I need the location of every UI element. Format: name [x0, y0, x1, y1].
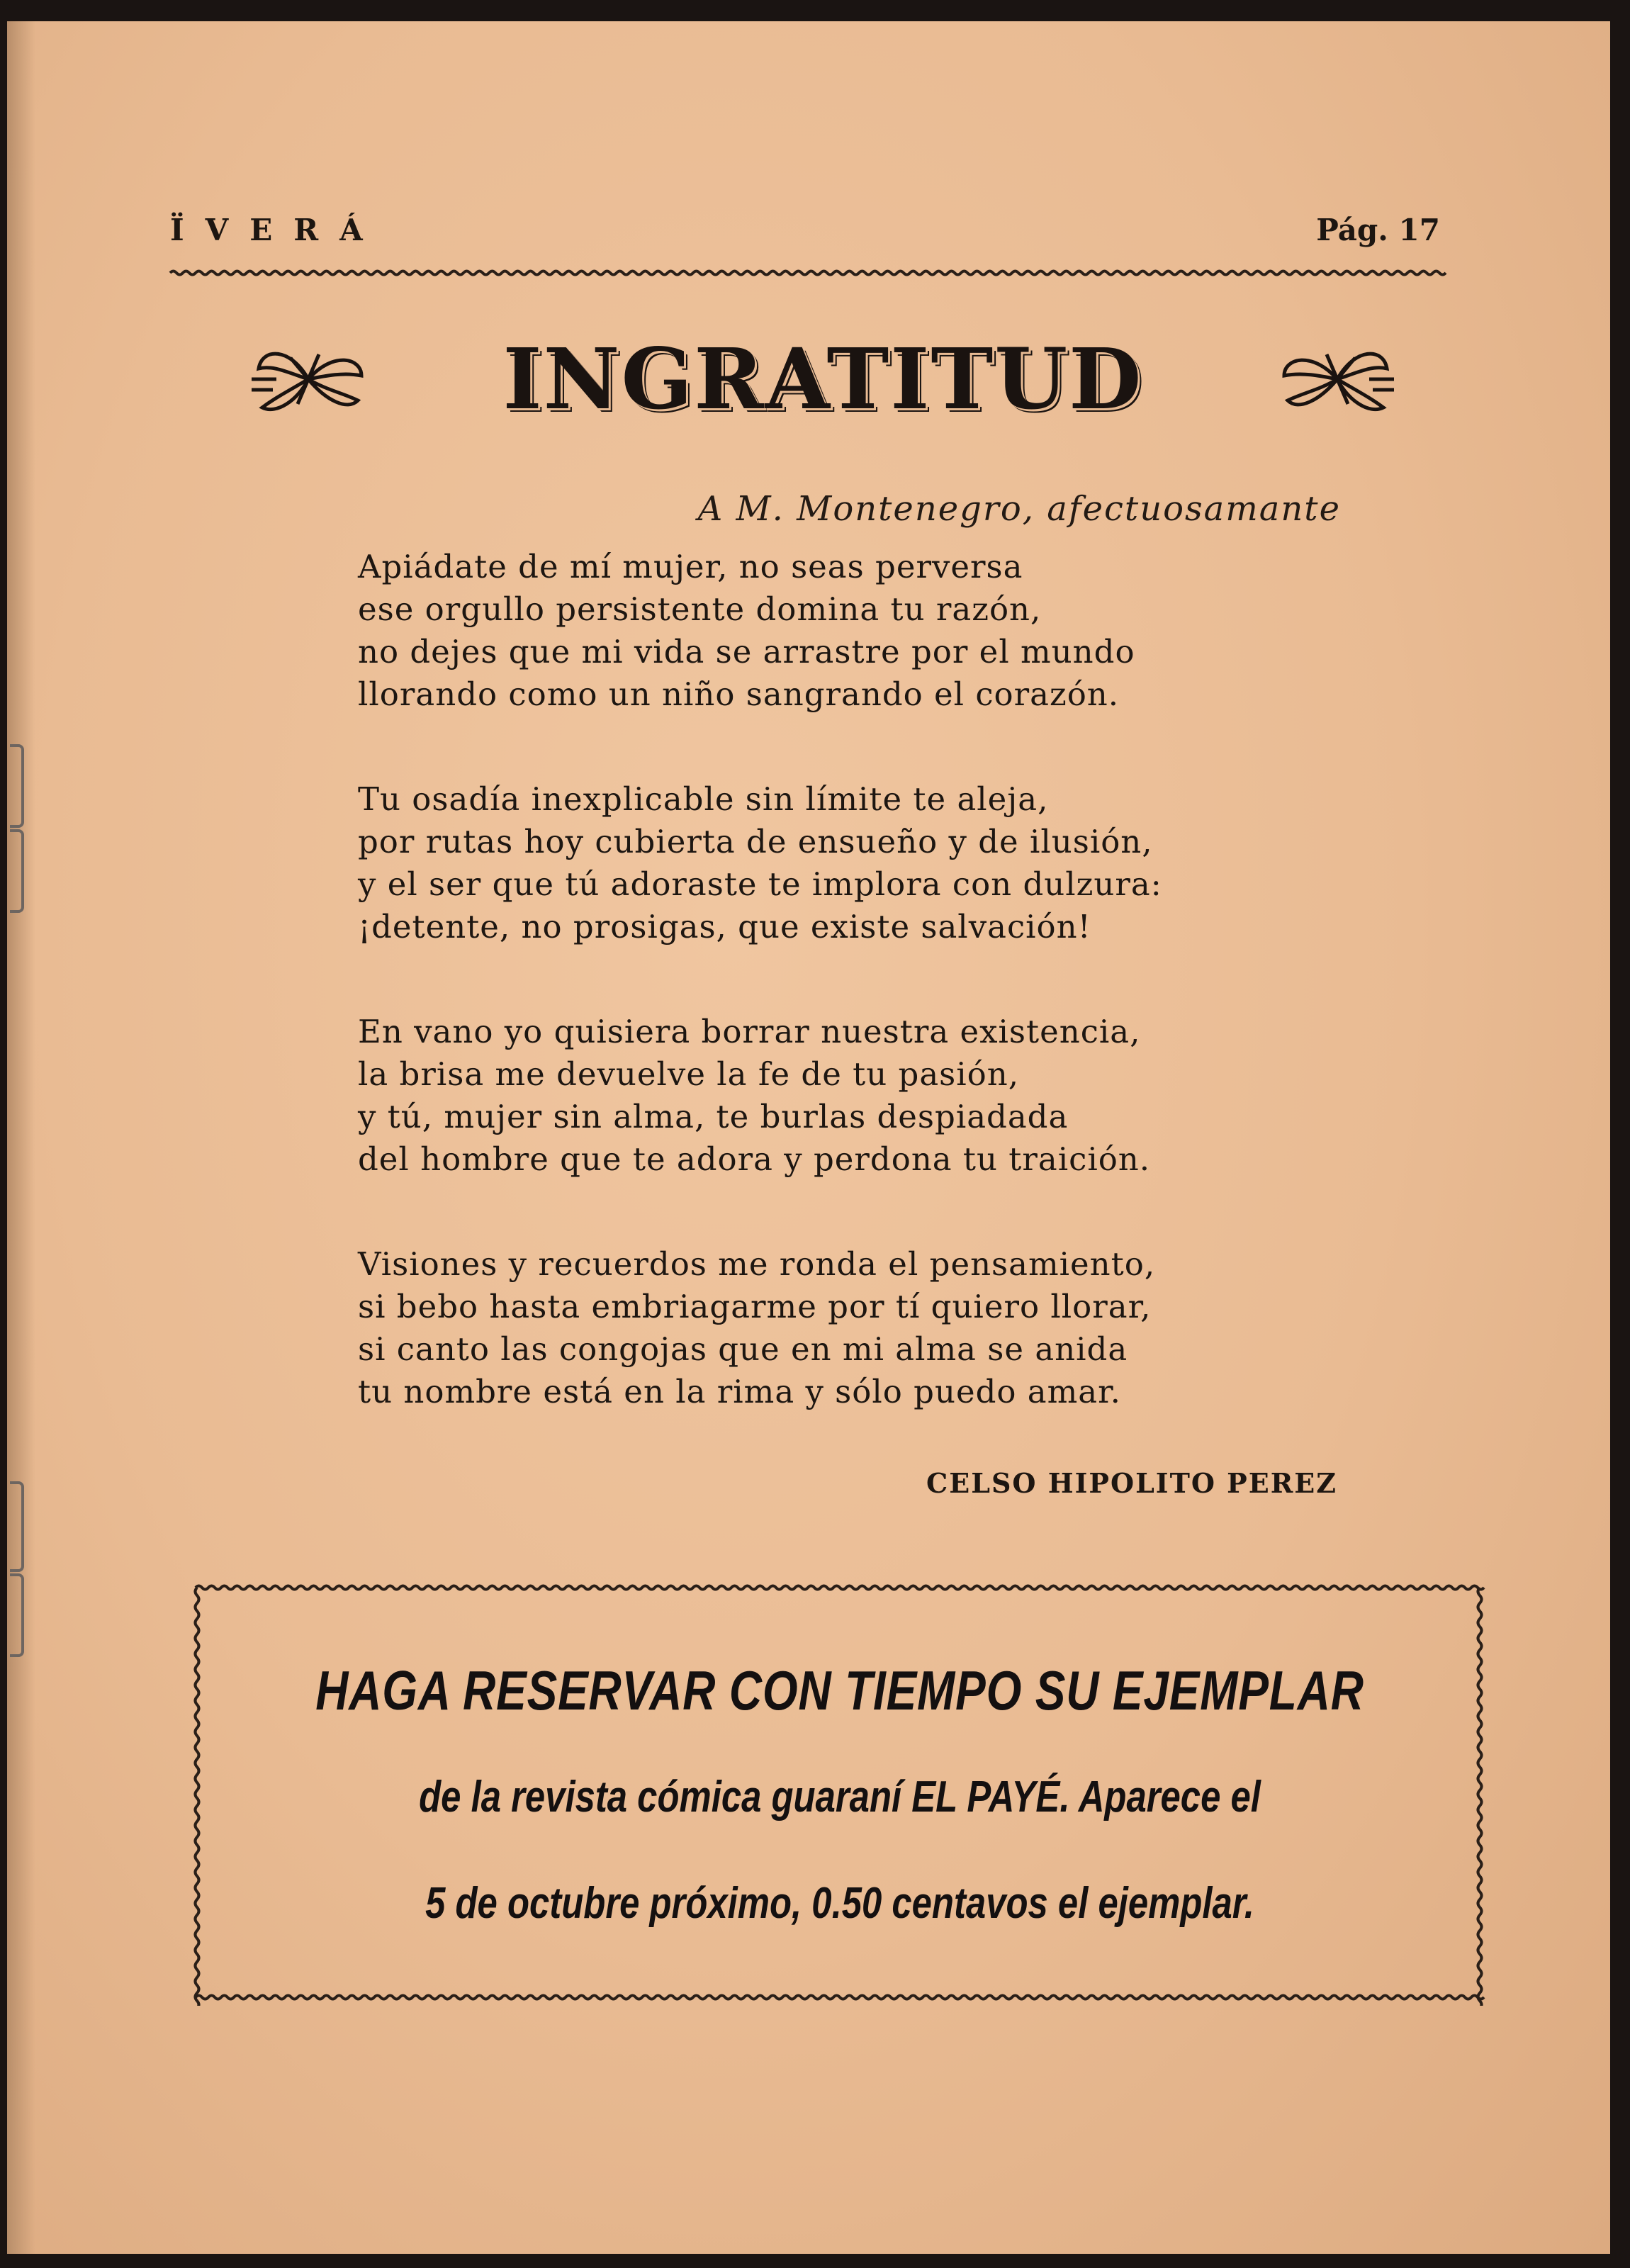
- poem-line: ese orgullo persistente domina tu razón,: [358, 590, 1042, 628]
- poem-line: Apiádate de mí mujer, no seas perversa: [358, 548, 1023, 585]
- stanza: [358, 546, 1350, 716]
- lily-ornament-right-icon: [1277, 333, 1398, 425]
- poem-line: En vano yo quisiera borrar nuestra existencia,: [358, 1013, 1141, 1050]
- magazine-page: [7, 21, 1610, 2254]
- title-row: [248, 326, 1398, 432]
- poem-line: y tú, mujer sin alma, te burlas despiadada: [358, 1098, 1069, 1135]
- staple-bottom: [10, 1481, 24, 1572]
- advertisement-line: de la revista cómica guaraní EL PAYÉ. Aparece el: [419, 1773, 1261, 1821]
- poem-line: si canto las congojas que en mi alma se anida: [358, 1330, 1128, 1368]
- poem-author: CELSO HIPOLITO PEREZ: [926, 1467, 1337, 1499]
- page-number: Pág. 17: [1316, 213, 1440, 247]
- poem-line: no dejes que mi vida se arrastre por el mundo: [358, 633, 1135, 670]
- staple-top: [10, 744, 24, 828]
- poem-line: por rutas hoy cubierta de ensueño y de ilusión,: [358, 823, 1153, 860]
- poem-line: llorando como un niño sangrando el corazón.: [358, 675, 1120, 713]
- page-header: [170, 213, 1440, 262]
- poem-body: [358, 546, 1350, 1476]
- dedication: A M. Montenegro, afectuosamante: [697, 489, 1341, 529]
- staple-bottom-lower: [10, 1573, 24, 1657]
- poem-line: Tu osadía inexplicable sin límite te aleja,: [358, 780, 1049, 818]
- magazine-name: ÏVERÁ: [170, 213, 384, 247]
- stanza: [358, 1011, 1350, 1181]
- poem-line: y el ser que tú adoraste te implora con dulzura:: [358, 865, 1162, 903]
- lily-ornament-left-icon: [248, 333, 369, 425]
- stanza: [358, 1243, 1350, 1413]
- poem-line: si bebo hasta embriagarme por tí quiero llorar,: [358, 1288, 1152, 1325]
- stanza: [358, 778, 1350, 948]
- advertisement-headline: HAGA RESERVAR CON TIEMPO SU EJEMPLAR: [315, 1659, 1364, 1722]
- staple-top-lower: [10, 829, 24, 913]
- poem-line: del hombre que te adora y perdona tu traición.: [358, 1140, 1151, 1178]
- header-wavy-rule: [169, 266, 1451, 280]
- advertisement-box: [191, 1581, 1488, 2006]
- poem-line: Visiones y recuerdos me ronda el pensamiento,: [358, 1245, 1156, 1283]
- advertisement-line: 5 de octubre próximo, 0.50 centavos el ejemplar.: [425, 1879, 1254, 1928]
- poem-line: ¡detente, no prosigas, que existe salvación!: [358, 908, 1091, 945]
- poem-line: la brisa me devuelve la fe de tu pasión,: [358, 1055, 1020, 1093]
- poem-line: tu nombre está en la rima y sólo puedo amar.: [358, 1373, 1121, 1410]
- poem-title: INGRATITUD: [502, 330, 1143, 428]
- page-spine: [7, 21, 35, 2254]
